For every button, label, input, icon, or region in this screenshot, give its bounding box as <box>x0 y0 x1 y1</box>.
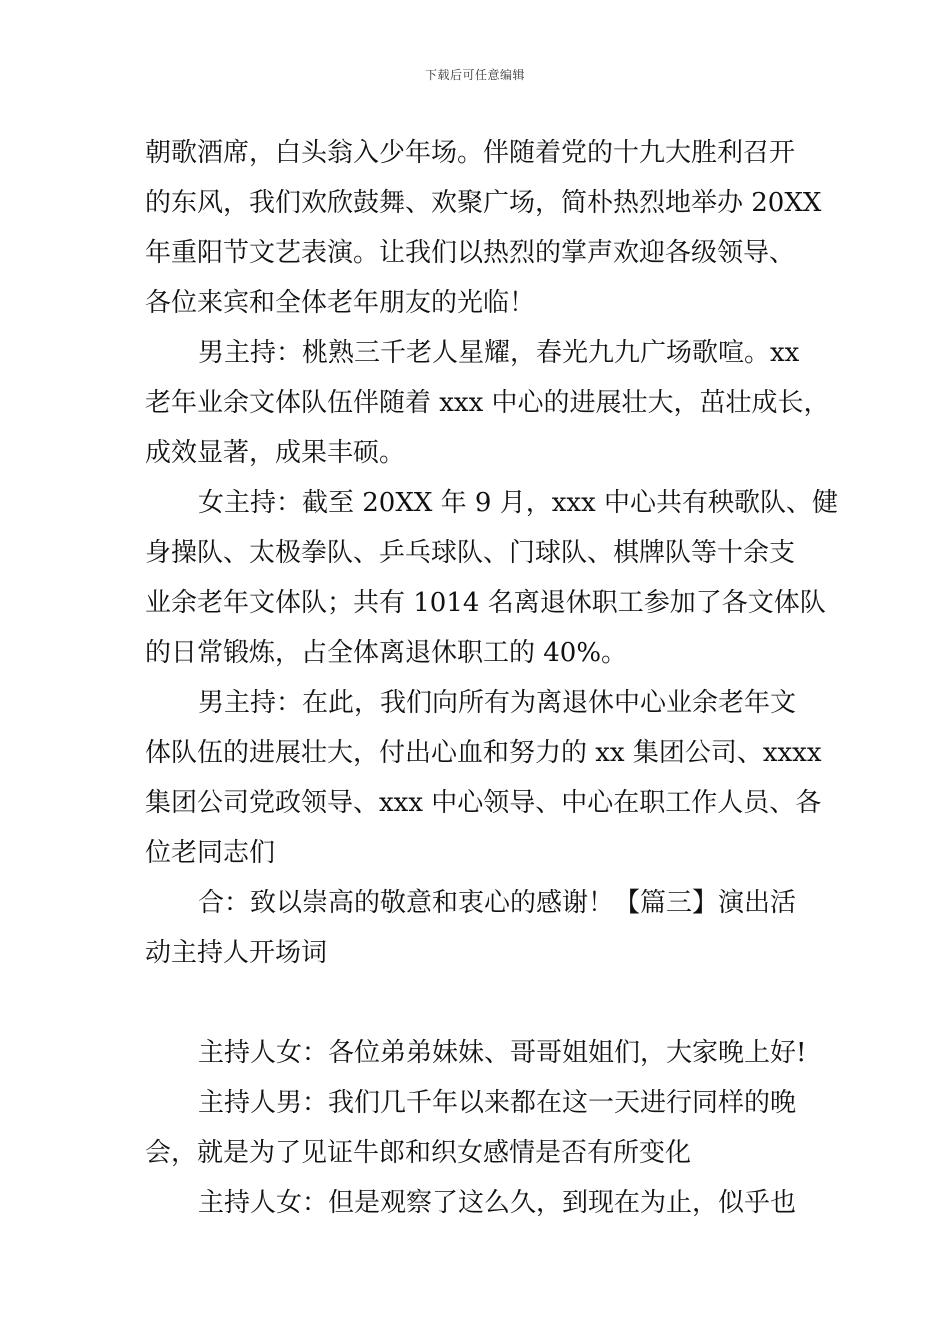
body-line: 会，就是为了见证牛郎和织女感情是否有所变化 <box>145 1138 692 1168</box>
body-line: 位老同志们 <box>145 838 276 868</box>
body-line: 年重阳节文艺表演。让我们以热烈的掌声欢迎各级领导、 <box>145 238 796 268</box>
body-line: 业余老年文体队；共有 1014 名离退休职工参加了各文体队 <box>145 588 826 618</box>
body-line: 动主持人开场词 <box>145 938 328 968</box>
body-line: 老年业余文体队伍伴随着 xxx 中心的进展壮大，茁壮成长， <box>145 388 830 418</box>
body-line: 女主持：截至 20XX 年 9 月，xxx 中心共有秧歌队、健 <box>198 488 838 518</box>
body-line: 男主持：桃熟三千老人星耀，春光九九广场歌喧。xx <box>198 338 800 368</box>
body-line: 各位来宾和全体老年朋友的光临！ <box>145 288 536 318</box>
body-line: 主持人女：各位弟弟妹妹、哥哥姐姐们，大家晚上好! <box>198 1038 807 1068</box>
document-body <box>145 128 838 1228</box>
header-note: 下载后可任意编辑 <box>424 68 525 82</box>
body-line: 朝歌酒席，白头翁入少年场。伴随着党的十九大胜利召开 <box>145 138 796 168</box>
body-line: 身操队、太极拳队、乒乓球队、门球队、棋牌队等十余支 <box>145 538 796 568</box>
paragraph-gap <box>145 978 810 1028</box>
body-line: 主持人男：我们几千年以来都在这一天进行同样的晚 <box>198 1088 797 1118</box>
body-line: 集团公司党政领导、xxx 中心领导、中心在职工作人员、各 <box>145 788 822 818</box>
body-line: 成效显著，成果丰硕。 <box>145 438 406 468</box>
body-line: 男主持：在此，我们向所有为离退休中心业余老年文 <box>198 688 797 718</box>
body-line: 的日常锻炼，占全体离退休职工的 40%。 <box>145 638 628 668</box>
body-line: 的东风，我们欢欣鼓舞、欢聚广场，简朴热烈地举办 20XX <box>145 188 822 218</box>
body-line: 合：致以崇高的敬意和衷心的感谢！【篇三】演出活 <box>198 888 797 918</box>
body-line: 主持人女：但是观察了这么久，到现在为止，似乎也 <box>198 1188 797 1218</box>
body-line: 体队伍的进展壮大，付出心血和努力的 xx 集团公司、xxxx <box>145 738 822 768</box>
